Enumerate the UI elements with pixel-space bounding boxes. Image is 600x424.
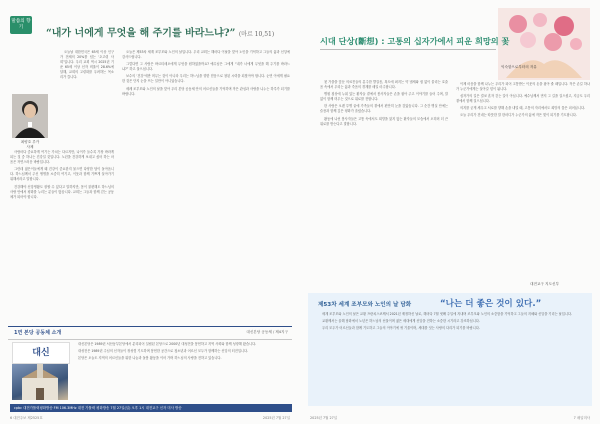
paragraph: 이제 마음을 함께 나누는 우리가 되어 고통받는 이웃의 손을 잡아 줄 때입니다. 작은 손길 하나가 누군가에게는 살아갈 힘이 됩니다. [456,82,590,92]
paragraph: 의지를 굳게 세우고 서로를 향해 손을 내밀 때, 고통의 자리에서도 희망의 꽃은 피어납니다. [460,106,586,111]
author-portrait [12,94,48,138]
page-title [46,24,274,39]
title-divider [320,49,496,50]
left-footer-date: 2025년 7월 27일 [262,416,290,420]
right-footer-date: 2025년 7월 27일 [310,416,338,420]
right-page [300,0,600,424]
paragraph: 보수의 ‘건강’에만 머무는 것이 아니라 우리는 하느님을 향한 믿음으로 참된 시력을 되찾아야 합니다. 눈먼 이에게 필요한 것은 단지 눈을 뜨는 일만이 아니었습니다. [122,74,290,84]
paragraph: 건강해야 신앙생활도 잘할 수 있다고 말하지만, 몸이 불편해도 하느님의 사랑 안에서 평화를 누리는 분들이 많습니다. 교회는 그들과 함께 걷는 공동체가 되어야 합니다. [10,184,114,199]
intro-column [60,50,114,96]
right-footer-page: 7 매일미사 [573,416,590,420]
article-author [530,282,559,287]
parish-intro-text [74,342,290,400]
paragraph: 활동에 나선 봉사자들은 고통 속에서도 희망을 잃지 않는 환자들의 모습에서 오히려 더 큰 위로를 받는다고 말합니다. [320,116,448,126]
paragraph: 세계 조부모와 노인의 날은 교황 프란치스코께서 2021년 제정하신 날로, 해마다 7월 넷째 주일에 지내며 조부모와 노인의 소중함을 기억하고 그들의 지혜와 신앙을 기리는 날입니다. [322,312,572,316]
article-title: 시대 단상(斷想) : 고통의 십자가에서 피운 희망의 꽃 [320,36,510,46]
paragraph: 그렇다면 그 사람은 바르티매오에게 무엇을 원하였을까요? 예수님은 그에게 “내가 너에게 무엇을 해 주기를 바라느냐?” 하고 물으십니다. [122,62,290,72]
paragraph: 오늘날 대한민국은 65세 이상 인구가 전체의 20%를 넘는 ‘초고령 사회’입니다. 우리 교회 역시 2025년 기준 65세 이상 신자 비율이 28.6%에 달해, 교회의 고령화를 우려하는 목소리가 큽니다. [60,50,114,80]
parish-intro-subheading: 대신본당 공동체 / 제4지구 [246,330,288,334]
title-reference: (마르 10,51) [238,31,275,38]
message-text [318,312,582,402]
paragraph: 사람마다 중요하게 여기는 가치는 다르지만, 나이가 들수록 가장 바라게 되는 것 중 하나는 건강일 것입니다. 노년을 건강하게 보내고 싶어 하는 마음은 자연스러운 바람입니다. [10,150,114,165]
paragraph: 오늘 우리가 건네는 따뜻한 말 한마디가 누군가의 삶에 작은 빛이 되기를 기도합니다. [460,113,577,118]
paragraph: 첫 가을을 앞둔 의료진들의 분주한 발걸음, 복도에 퍼지는 약 냄새와 쉼 없이 울리는 호출음 속에서 우리는 삶과 죽음의 경계를 매일 마주합니다. [320,80,448,90]
section-tag: 말씀의 향기 [10,16,32,34]
parish-logo: 대신 [12,342,70,364]
illustration-caption: 익숙함으로부터의 자유 [501,65,537,69]
title-text: “내가 너에게 무엇을 해 주기를 바라느냐?” [46,28,236,39]
message-title: 제53차 세계 조부모와 노인의 날 담화 [318,302,412,308]
church-icon [12,364,68,400]
paragraph: 한 사람은 오랜 투병 끝에 가족들의 곁에서 편안히 눈을 감았습니다. 그 순간 병실 안에는 슬픔과 함께 깊은 평화가 흘렀습니다. [320,104,448,114]
author-role: 사제 [26,145,34,149]
article-column-1 [320,80,448,286]
paragraph: 병원 침상에 누워 있는 환자들 곁에서 봉사자들은 손을 잡아 주고 이야기를 들어 주며, 말없이 함께 머무는 것으로 위로를 전합니다. [320,92,448,102]
author-name: 최양호 루카 [20,140,40,144]
paragraph: 우리 모두가 어르신들과 함께 기도하고 그들의 이야기에 귀 기울이며, 세대를 잇는 사랑의 다리가 되기를 바랍니다. [322,326,480,331]
person-icon [12,94,48,138]
parish-intro-heading: 1면 본당 공동체 소개 [14,330,62,336]
paragraph: 그런데 젊은이들에게 왜 건강이 중요한지 물으면 다양한 답이 돌아옵니다. 하느님께서 주신 생명을 소중히 여기고, 이웃과 함께 기쁘게 살아가기 위해서라고 말합니다. [10,167,114,182]
paragraph: 대신본당은 1989년 서산동부본당에서 분리되어 설립된 본당으로 2000년 대성전을 봉헌하고 지역 사회와 함께 성장해 왔습니다. [78,342,257,346]
paragraph: 교황께서는 올해 담화에서 노년은 하느님의 선물이며 젊은 세대에게 신앙을 전하는 소중한 시기라고 강조하십니다. [322,319,480,324]
right-column-text [122,50,290,322]
paragraph: 십자가의 길은 결코 혼자 걷는 길이 아닙니다. 예수님께서 먼저 그 길을 걸으셨고, 지금도 우리 곁에서 함께 걸으십니다. [456,94,590,104]
broadcast-banner: cpbc 대전가톨릭평화방송 FM 106.3MHz 대전 가톨릭 평화방송 7월 27일(일) 오후 1시 대전교구 신자 미사 방송 [10,404,292,412]
left-column-text [10,150,114,322]
left-footer-page: 6 대전주보 제2525호 [10,416,43,420]
author-name: 대전교구 지도신부 [530,282,559,286]
church-photo [12,364,68,400]
message-quote: “나는 더 좋은 것이 있다.” [440,299,542,309]
parish-intro-header [8,326,292,340]
article-column-2 [456,82,590,278]
paragraph: 세례 조부모와 노인의 날을 맞아 우리 본당 공동체 안의 어르신들을 기억하며 작은 관심과 사랑을 나누는 하루가 되기를 바랍니다. [122,86,290,96]
paragraph: 본당은 오늘도 지역의 어르신들을 위한 나눔과 돌봄 활동을 이어 가며 하느님의 사랑을 전하고 있습니다. [78,356,222,361]
paragraph: 대성전은 1989년 주님의 신자들이 정성껏 기도하며 봉헌한 공간으로 청소년과 어르신 모두가 함께하는 신앙의 터전입니다. [78,349,249,354]
paragraph: 오늘은 제53차 세계 조부모와 노인의 날입니다. 우리 교회는 해마다 이날을 맞아 노인을 기억하고 그들의 삶과 신앙에 감사드립니다. [122,50,290,60]
author-caption [8,140,52,150]
